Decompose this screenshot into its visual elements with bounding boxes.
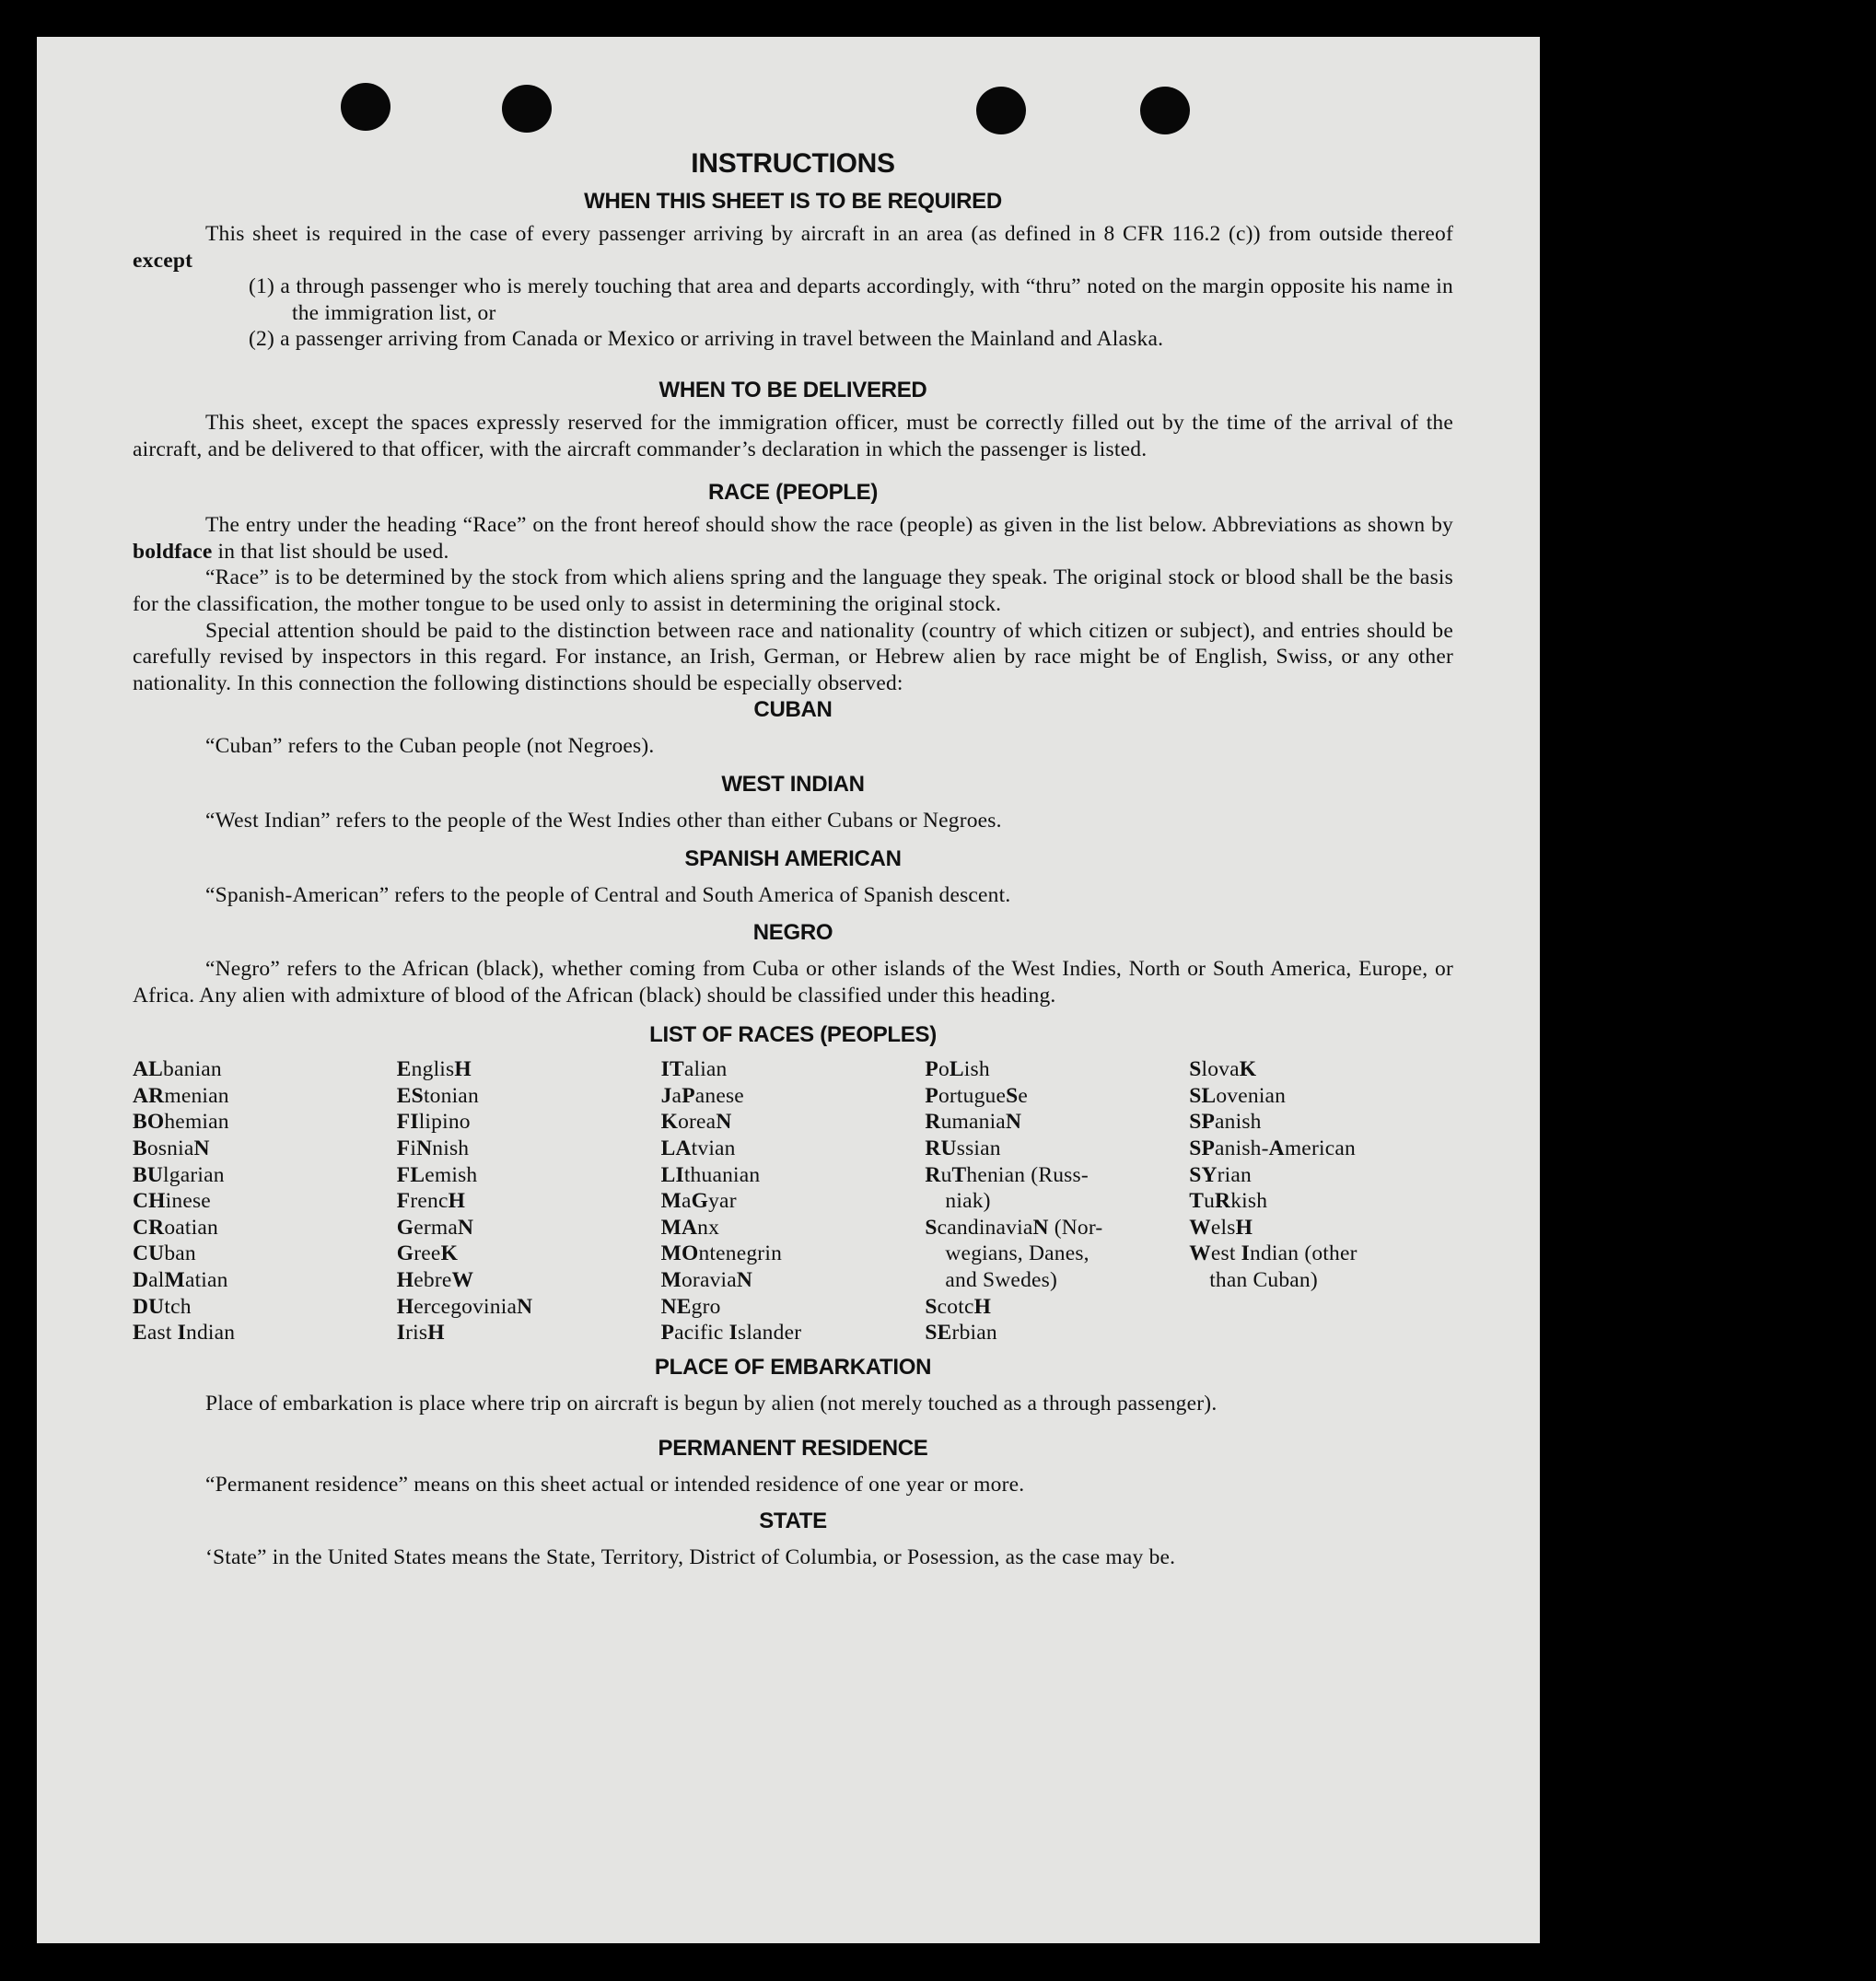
race-entry: WelsH — [1189, 1215, 1253, 1240]
section-heading: WHEN THIS SHEET IS TO BE REQUIRED — [584, 189, 1002, 214]
races-list — [133, 1056, 1453, 1346]
race-entry: PoLish — [925, 1057, 990, 1082]
exception-list — [133, 274, 1453, 353]
bold-text: except — [133, 248, 193, 273]
race-entry: FrencH — [396, 1189, 466, 1214]
page-title: INSTRUCTIONS — [691, 148, 895, 179]
section-heading: SPANISH AMERICAN — [684, 845, 902, 871]
race-entry: HercegoviniaN — [396, 1294, 533, 1319]
race-entry: BOhemian — [133, 1110, 229, 1135]
punch-hole — [976, 87, 1026, 134]
race-entry-continuation: niak) — [945, 1189, 991, 1214]
race-entry: MaGyar — [660, 1189, 737, 1214]
punch-hole — [1140, 87, 1190, 134]
list-item: (1) a through passenger who is merely touching that area and departs accordingly, with “thru” noted on the margin opposite his name in the immigration list, or — [249, 274, 1453, 325]
race-entry: HebreW — [396, 1268, 474, 1293]
document-page — [37, 37, 1540, 1943]
race-entry: FLemish — [396, 1162, 478, 1187]
race-entry: ScotcH — [925, 1294, 992, 1319]
punch-hole — [341, 83, 390, 131]
race-entry: BosniaN — [133, 1136, 210, 1161]
race-entry: CHinese — [133, 1189, 211, 1214]
race-entry: DUtch — [133, 1294, 192, 1319]
race-entry: ScandinaviaN (Nor- — [925, 1215, 1103, 1240]
section-heading: NEGRO — [752, 920, 833, 946]
race-entry-continuation: and Swedes) — [945, 1268, 1058, 1293]
race-entry: MoraviaN — [660, 1268, 753, 1293]
race-entry: West Indian (other — [1189, 1241, 1357, 1266]
race-entry: JaPanese — [660, 1083, 744, 1108]
race-entry: IrisH — [396, 1321, 445, 1346]
race-entry: ITalian — [660, 1057, 728, 1082]
race-column — [397, 1056, 661, 1346]
section-heading: STATE — [759, 1509, 827, 1533]
punch-hole — [502, 85, 552, 133]
race-entry: RuThenian (Russ- — [925, 1162, 1089, 1187]
race-entry: CRoatian — [133, 1215, 218, 1240]
paragraph-text: This sheet is required in the case of every passenger arriving by aircraft in an area (as defined in 8 CFR 116.2 (c)) from outside thereof — [205, 222, 1453, 246]
bold-text: boldface — [133, 539, 213, 564]
race-column — [661, 1056, 926, 1346]
race-entry: LIthuanian — [660, 1162, 761, 1187]
paragraph: “Race” is to be determined by the stock from which aliens spring and the language they speak. The original stock or blood shall be the basis for the classification, the mother tongue to be used only to assist in determining the original stock. — [133, 565, 1453, 616]
race-entry: LAtvian — [660, 1136, 736, 1161]
section-heading: LIST OF RACES (PEOPLES) — [649, 1022, 937, 1048]
race-entry: PortugueSe — [925, 1083, 1029, 1108]
race-entry-continuation: than Cuban) — [1209, 1268, 1318, 1293]
race-entry: FIlipino — [396, 1110, 471, 1135]
race-entry: KoreaN — [660, 1110, 732, 1135]
section-heading: PERMANENT RESIDENCE — [658, 1436, 928, 1462]
paragraph: This sheet, except the spaces expressly reserved for the immigration officer, must be correctly filled out by the time of the arrival of the aircraft, and be delivered to that officer, with the aircraft commander’s declaration in which the passenger is listed. — [133, 410, 1453, 461]
race-entry: ARmenian — [133, 1083, 229, 1108]
race-entry: GreeK — [396, 1241, 459, 1266]
race-entry-continuation: wegians, Danes, — [945, 1241, 1089, 1266]
paragraph-text: in that list should be used. — [212, 539, 449, 564]
list-item: (2) a passenger arriving from Canada or Mexico or arriving in travel between the Mainland and Alaska. — [249, 327, 1164, 352]
race-entry: MOntenegrin — [660, 1241, 783, 1266]
race-entry: EnglisH — [396, 1057, 472, 1082]
race-entry: FiNnish — [396, 1136, 470, 1161]
race-entry: SLovenian — [1189, 1083, 1287, 1108]
race-entry: GermaN — [396, 1215, 474, 1240]
instructions-body — [133, 146, 1453, 1571]
race-entry: SlovaK — [1189, 1057, 1257, 1082]
race-entry: Pacific Islander — [660, 1321, 802, 1346]
race-entry: SErbian — [925, 1321, 997, 1346]
race-column — [133, 1056, 397, 1346]
paragraph: Place of embarkation is place where trip on aircraft is begun by alien (not merely touched as a through passenger). — [205, 1391, 1218, 1416]
paragraph: “Cuban” refers to the Cuban people (not Negroes). — [205, 734, 655, 759]
paragraph: “Spanish-American” refers to the people of Central and South America of Spanish descent. — [205, 882, 1011, 907]
paragraph: Special attention should be paid to the distinction between race and nationality (country of which citizen or subject), and entries should be carefully revised by inspectors in this regard. For instance, an Irish, German, or Hebrew alien by race might be of English, Swiss, or any other nationality. In this connection the following distinctions should be especially observed: — [133, 618, 1453, 695]
race-entry: SPanish-American — [1189, 1136, 1356, 1161]
paragraph: “West Indian” refers to the people of the West Indies other than either Cubans or Negroes. — [205, 808, 1002, 833]
section-heading: WEST INDIAN — [721, 771, 865, 797]
race-entry: NEgro — [660, 1294, 721, 1319]
paragraph: ‘State” in the United States means the State, Territory, District of Columbia, or Posession, as the case may be. — [205, 1545, 1176, 1569]
paragraph — [133, 512, 1453, 565]
race-entry: RUssian — [925, 1136, 1001, 1161]
paragraph — [133, 221, 1453, 274]
race-entry: SPanish — [1189, 1110, 1262, 1135]
section-heading: RACE (PEOPLE) — [707, 480, 879, 506]
race-column — [925, 1056, 1189, 1346]
section-heading: CUBAN — [753, 697, 833, 723]
paragraph-text: The entry under the heading “Race” on the front hereof should show the race (people) as given in the list below. Abbreviations as shown by — [205, 513, 1453, 538]
paragraph: “Permanent residence” means on this sheet actual or intended residence of one year or more. — [205, 1473, 1025, 1497]
race-entry: SYrian — [1189, 1162, 1252, 1187]
race-entry: TuRkish — [1189, 1189, 1268, 1214]
race-entry: East Indian — [133, 1321, 236, 1346]
race-entry: MAnx — [660, 1215, 720, 1240]
section-heading: WHEN TO BE DELIVERED — [658, 377, 927, 402]
race-entry: RumaniaN — [925, 1110, 1022, 1135]
paragraph: “Negro” refers to the African (black), whether coming from Cuba or other islands of the West Indies, North or South America, Europe, or Africa. Any alien with admixture of blood of the African (black) should be classified under this heading. — [133, 957, 1453, 1008]
race-entry: BUlgarian — [133, 1162, 225, 1187]
race-column — [1189, 1056, 1453, 1346]
section-heading: PLACE OF EMBARKATION — [654, 1354, 932, 1380]
race-entry: CUban — [133, 1241, 196, 1266]
race-entry: ALbanian — [133, 1057, 222, 1082]
race-entry: DalMatian — [133, 1268, 228, 1293]
race-entry: EStonian — [396, 1083, 479, 1108]
